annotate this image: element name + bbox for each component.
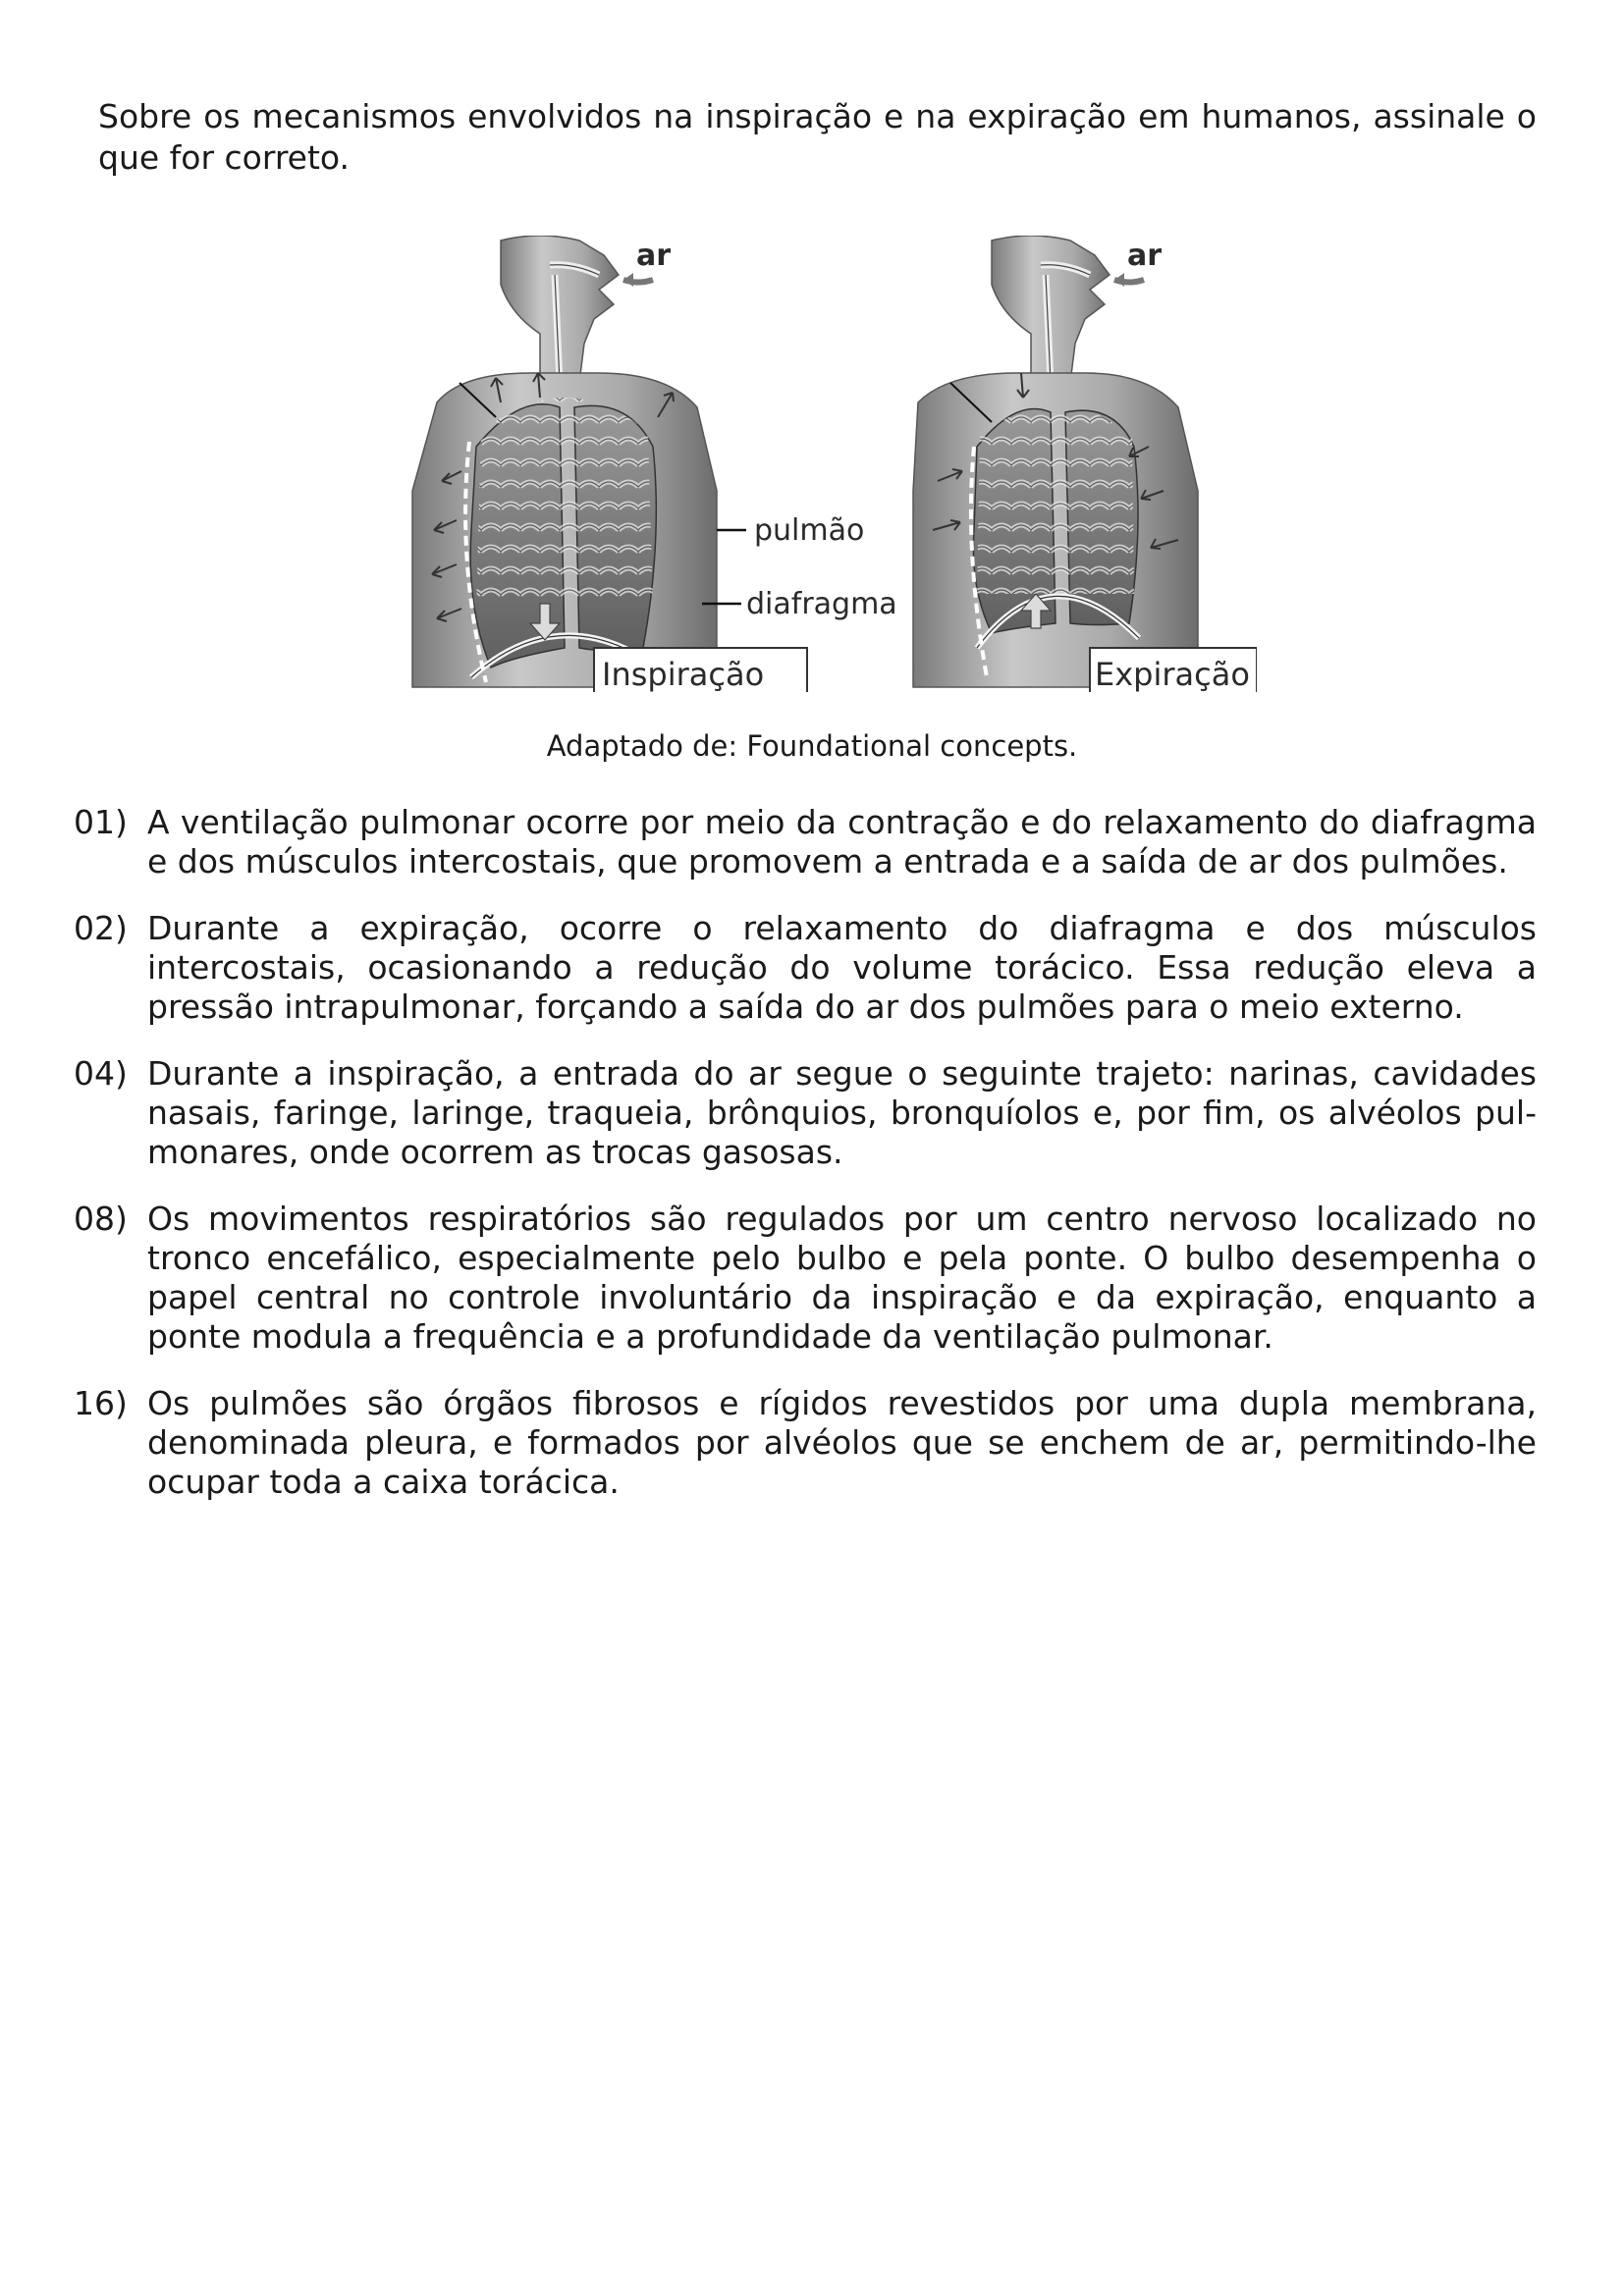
question-stem: Sobre os mecanismos envolvidos na inspiração e na expiração em humanos, assinale o que for correto.: [98, 97, 1537, 177]
option-text: Os pulmões são órgãos fibrosos e rígidos revestidos por uma dupla membrana, denominada pleura, e formados por alvéolos que se enchem de ar, permitindo-lhe ocupar toda a caixa torácica.: [147, 1384, 1537, 1501]
option-04: [74, 1054, 1537, 1172]
option-number: 01): [74, 803, 128, 841]
option-02: [74, 909, 1537, 1027]
option-number: 04): [74, 1054, 128, 1093]
expiration-label: Expiração: [1095, 656, 1250, 693]
air-label-left: ar: [636, 239, 672, 273]
option-text: A ventilação pulmonar ocorre por meio da contração e do relaxamento do diafragma e dos músculos intercostais, que promovem a entrada e a saída de ar dos pulmões.: [147, 803, 1537, 881]
option-number: 16): [74, 1384, 128, 1422]
diaphragm-label: diafragma: [746, 587, 897, 621]
expiration-panel: [913, 236, 1257, 693]
option-16: [74, 1384, 1537, 1502]
option-number: 02): [74, 909, 128, 947]
air-label-right: ar: [1127, 239, 1163, 273]
figure-caption: Adaptado de: Foundational concepts.: [546, 729, 1078, 763]
respiration-illustration: [403, 236, 1257, 697]
option-08: [74, 1200, 1537, 1357]
option-01: [74, 803, 1537, 881]
inspiration-panel: [412, 236, 807, 693]
lung-label: pulmão: [754, 513, 865, 548]
options-list: [74, 803, 1537, 1529]
option-number: 08): [74, 1200, 128, 1238]
option-text: Durante a expiração, ocorre o relaxamento do diafragma e dos músculos intercostais, ocasionando a redução do volume torácico. Essa redução eleva a pressão intrapulmonar, forçando a saída do ar dos pulmões para o meio externo.: [147, 909, 1537, 1026]
option-text: Os movimentos respiratórios são regulados por um centro nervoso localizado no tronco encefálico, especialmente pelo bulbo e pela ponte. O bulbo desempenha o papel central no controle involuntário da inspiração e da expiração, enquanto a ponte modula a frequência e a profundidade da ventilação pulmonar.: [147, 1200, 1537, 1356]
option-text: Durante a inspiração, a entrada do ar segue o seguinte trajeto: narinas, cavidades nasais, faringe, laringe, traqueia, brônquios, bronquíolos e, por fim, os alvéolos pulmonares, onde ocorrem as trocas gasosas.: [147, 1054, 1537, 1171]
respiration-figure: [403, 236, 1257, 697]
anatomy-labels: [702, 513, 897, 621]
inspiration-label: Inspiração: [602, 656, 765, 693]
